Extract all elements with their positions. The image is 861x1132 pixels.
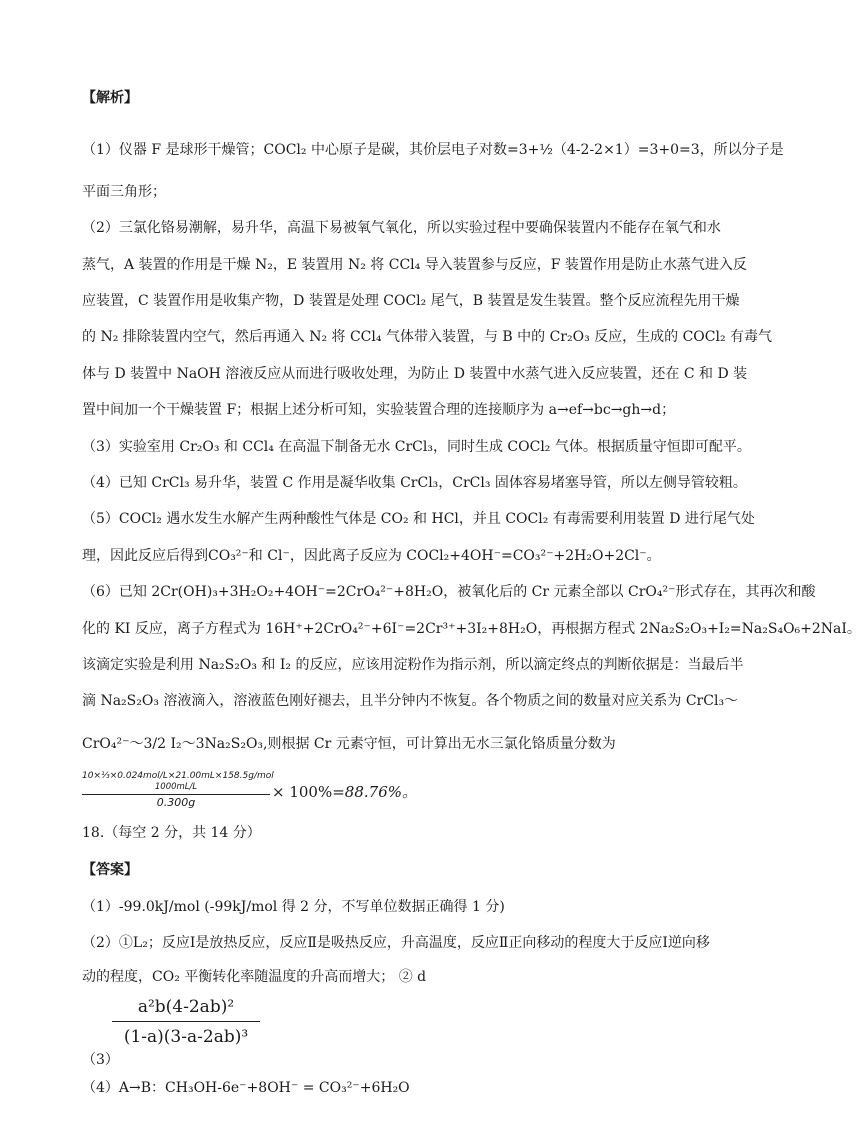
mass-fraction-formula xyxy=(82,770,274,810)
fraction-bar xyxy=(112,1021,260,1022)
kp-denominator: (1-a)(3-a-2ab)³ xyxy=(123,1027,249,1047)
formula-result: 88.76%。 xyxy=(344,783,417,801)
fraction-bar xyxy=(82,794,270,795)
question-18-title: 18.（每空 2 分，共 14 分） xyxy=(82,825,261,841)
formula-result-line xyxy=(272,782,417,802)
analysis-line: 体与 D 装置中 NaOH 溶液反应从而进行吸收处理，为防止 D 装置中水蒸气进入反应装置，还在 C 和 D 装 xyxy=(82,366,748,382)
analysis-line: （3）实验室用 Cr₂O₃ 和 CCl₄ 在高温下制备无水 CrCl₃，同时生成 COCl₂ 气体。根据质量守恒即可配平。 xyxy=(82,439,751,455)
analysis-line: （5）COCl₂ 遇水发生水解产生两种酸性气体是 CO₂ 和 HCl，并且 COCl₂ 有毒需要利用装置 D 进行尾气处 xyxy=(82,511,755,527)
formula-numerator: 10×⅓×0.024mol/L×21.00mL×158.5g/mol xyxy=(82,771,274,781)
analysis-line: 该滴定实验是利用 Na₂S₂O₃ 和 I₂ 的反应，应该用淀粉作为指示剂，所以滴定终点的判断依据是：当最后半 xyxy=(82,657,744,673)
formula-multiplier: × 100%= xyxy=(272,783,345,801)
analysis-line: 滴 Na₂S₂O₃ 溶液滴入，溶液蓝色刚好褪去，且半分钟内不恢复。各个物质之间的数量对应关系为 CrCl₃～ xyxy=(82,693,739,709)
analysis-line: （2）三氯化铬易潮解，易升华，高温下易被氧气氧化，所以实验过程中要确保装置内不能存在氧气和水 xyxy=(82,220,721,236)
analysis-line: （6）已知 2Cr(OH)₃+3H₂O₂+4OH⁻=2CrO₄²⁻+8H₂O，被氧化后的 Cr 元素全部以 CrO₄²⁻形式存在，其再次和酸 xyxy=(82,584,816,600)
analysis-line: （1）仪器 F 是球形干燥管；COCl₂ 中心原子是碳，其价层电子对数=3+½（4-2-2×1）=3+0=3，所以分子是 xyxy=(82,142,784,158)
analysis-line: （4）已知 CrCl₃ 易升华，装置 C 作用是凝华收集 CrCl₃，CrCl₃ 固体容易堵塞导管，所以左侧导管较粗。 xyxy=(82,475,747,491)
answer-header: 【答案】 xyxy=(82,862,138,878)
analysis-line: 理，因此反应后得到CO₃²⁻和 Cl⁻，因此离子反应为 COCl₂+4OH⁻=CO₃²⁻+2H₂O+2Cl⁻。 xyxy=(82,548,661,564)
analysis-line: 的 N₂ 排除装置内空气，然后再通入 N₂ 将 CCl₄ 气体带入装置，与 B 中的 Cr₂O₃ 反应，生成的 COCl₂ 有毒气 xyxy=(82,329,773,345)
analysis-line: 化的 KI 反应，离子方程式为 16H⁺+2CrO₄²⁻+6I⁻=2Cr³⁺+3I₂+8H₂O，再根据方程式 2Na₂S₂O₃+I₂=Na₂S₄O₆+2NaI。 xyxy=(82,621,861,637)
equilibrium-constant-expression xyxy=(112,995,260,1050)
analysis-line: 平面三角形； xyxy=(82,184,166,200)
analysis-line: 蒸气，A 装置的作用是干燥 N₂，E 装置用 N₂ 将 CCl₄ 导入装置参与反应，F 装置作用是防止水蒸气进入反 xyxy=(82,257,747,273)
kp-numerator: a²b(4-2ab)² xyxy=(137,997,235,1017)
answer-line: （2）①L₂；反应Ⅰ是放热反应，反应Ⅱ是吸热反应，升高温度，反应Ⅱ正向移动的程度大于反应Ⅰ逆向移 xyxy=(82,935,710,951)
formula-numerator-sub: 1000mL/L xyxy=(154,782,198,792)
formula-denominator: 0.300g xyxy=(156,796,196,809)
analysis-line: 置中间加一个干燥装置 F；根据上述分析可知，实验装置合理的连接顺序为 a→ef→bc→gh→d； xyxy=(82,402,676,418)
part-3-label: （3） xyxy=(82,1052,119,1068)
analysis-header: 【解析】 xyxy=(82,90,138,106)
analysis-line: 应装置，C 装置作用是收集产物，D 装置是处理 COCl₂ 尾气，B 装置是发生装置。整个反应流程先用干燥 xyxy=(82,293,740,309)
answer-line: （1）-99.0kJ/mol (-99kJ/mol 得 2 分，不写单位数据正确得 1 分) xyxy=(82,899,505,915)
answer-line-part4: （4）A→B：CH₃OH-6e⁻+8OH⁻ = CO₃²⁻+6H₂O xyxy=(82,1080,410,1096)
answer-line: 动的程度，CO₂ 平衡转化率随温度的升高而增大； ② d xyxy=(82,969,427,985)
analysis-line: CrO₄²⁻～3/2 I₂～3Na₂S₂O₃,则根据 Cr 元素守恒，可计算出无水三氯化铬质量分数为 xyxy=(82,736,616,752)
